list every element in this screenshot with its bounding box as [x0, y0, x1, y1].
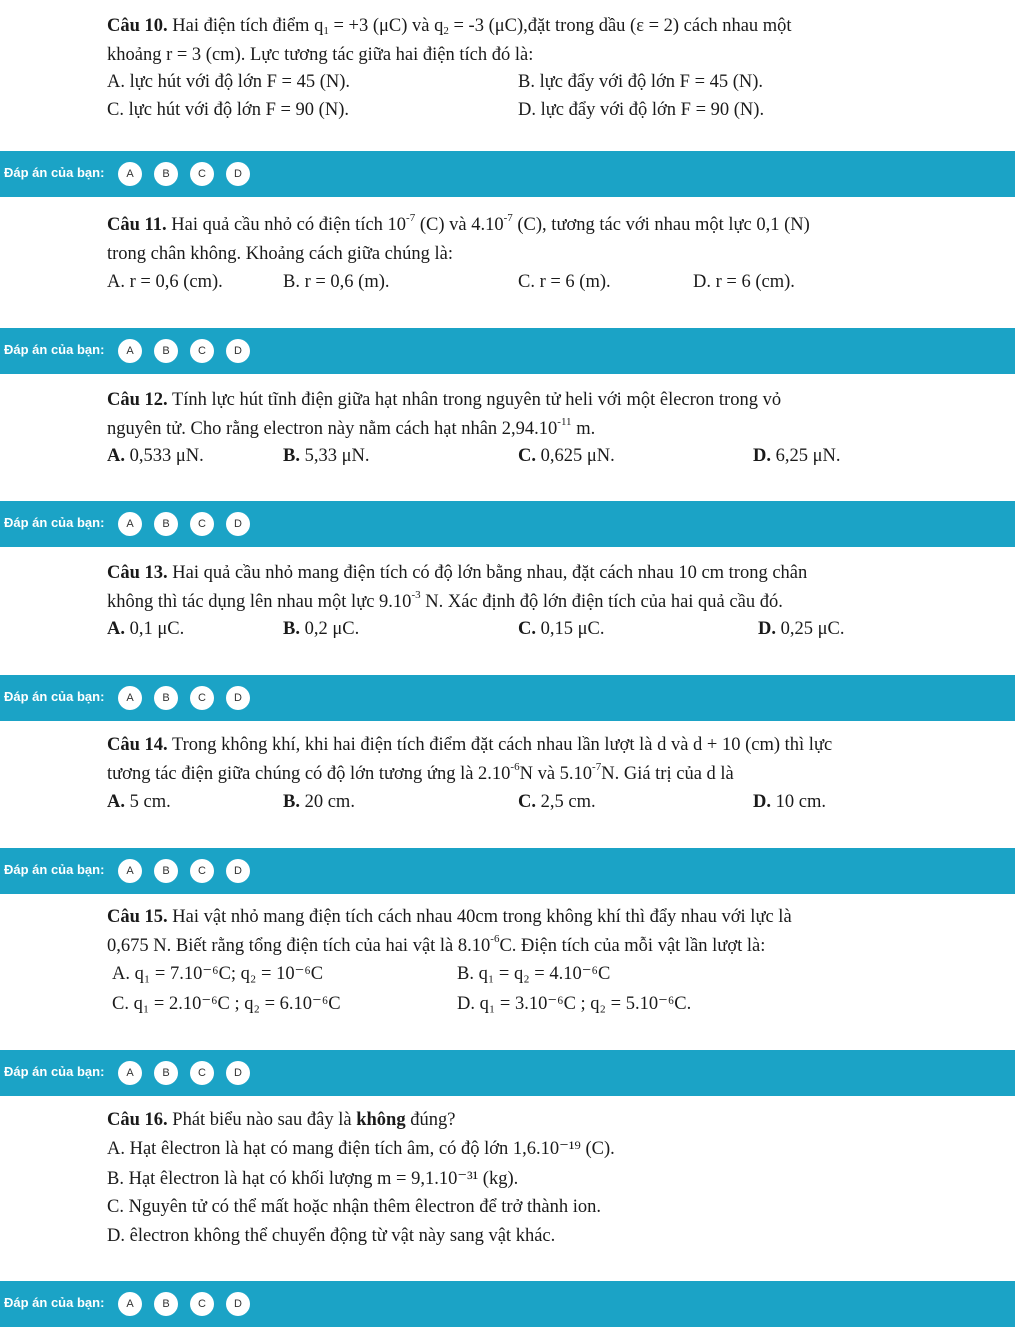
choice-b[interactable]: B [154, 1292, 178, 1316]
answer-label: Đáp án của bạn: [4, 1295, 105, 1310]
answer-bar-13 [0, 675, 1015, 721]
choice-a[interactable]: A [118, 1061, 142, 1085]
answer-label: Đáp án của bạn: [4, 862, 105, 877]
choice-d[interactable]: D [226, 1061, 250, 1085]
option-c: C. Nguyên tử có thể mất hoặc nhận thêm êlectron để trở thành ion. [107, 1197, 601, 1217]
answer-label: Đáp án của bạn: [4, 342, 105, 357]
question-14-text: Câu 14. Trong không khí, khi hai điện tích điểm đặt cách nhau lần lượt là d và d + 10 (cm) thì lực tương tác điện giữa chúng có độ lớn tương ứng là $2.10^{-6}N$ và $5.10^{-7}N$. Giá trị của d là [107, 735, 833, 784]
option-b: B. q₁ = q₂ = 4.10⁻⁶C [457, 964, 611, 984]
answer-bar-16 [0, 1281, 1015, 1327]
question-12-text: Câu 12. Tính lực hút tĩnh điện giữa hạt nhân trong nguyên tử heli với một êlecron trong vỏ nguyên tử. Cho rằng electron này nằm cách hạt nhân $2,94.10^{-11}$ m. [107, 390, 782, 439]
option-d: D. 0,25 μC. [758, 619, 845, 639]
option-a: A. 5 cm. [107, 792, 171, 812]
choice-c[interactable]: C [190, 1292, 214, 1316]
choice-c[interactable]: C [190, 162, 214, 186]
choice-a[interactable]: A [118, 686, 142, 710]
option-c: C. r = 6 (m). [518, 272, 611, 292]
choice-a[interactable]: A [118, 339, 142, 363]
choice-a[interactable]: A [118, 1292, 142, 1316]
option-a: A. Hạt êlectron là hạt có mang điện tích âm, có độ lớn 1,6.10⁻¹⁹ (C). [107, 1139, 615, 1159]
choice-c[interactable]: C [190, 1061, 214, 1085]
choice-d[interactable]: D [226, 512, 250, 536]
choice-b[interactable]: B [154, 1061, 178, 1085]
option-c: C. q₁ = 2.10⁻⁶C ; q₂ = 6.10⁻⁶C [112, 994, 341, 1014]
question-15-text: Câu 15. Hai vật nhỏ mang điện tích cách nhau 40cm trong không khí thì đẩy nhau với lực là 0,675 N. Biết rằng tổng điện tích của hai vật là $8.10^{-6}C$. Điện tích của mỗi vật lần lượt là: [107, 907, 792, 956]
option-d: D. 10 cm. [753, 792, 826, 812]
choice-d[interactable]: D [226, 339, 250, 363]
option-b: B. Hạt êlectron là hạt có khối lượng m = 9,1.10⁻³¹ (kg). [107, 1169, 519, 1189]
choice-a[interactable]: A [118, 859, 142, 883]
option-d: D. q₁ = 3.10⁻⁶C ; q₂ = 5.10⁻⁶C. [457, 994, 692, 1014]
choice-b[interactable]: B [154, 162, 178, 186]
answer-label: Đáp án của bạn: [4, 165, 105, 180]
answer-bar-14 [0, 848, 1015, 894]
option-b: B. 0,2 μC. [283, 619, 360, 639]
option-b: B. 20 cm. [283, 792, 355, 812]
option-c: C. 2,5 cm. [518, 792, 596, 812]
option-d: D. lực đẩy với độ lớn F = 90 (N). [518, 100, 765, 120]
question-10-text: Câu 10. Hai điện tích điểm $q_1 = +3$ (μC) và $q_2 = -3$ (μC),đặt trong dầu (ε = 2) cách nhau một khoảng r = 3 (cm). Lực tương tác giữa hai điện tích đó là: [107, 16, 792, 65]
choice-c[interactable]: C [190, 859, 214, 883]
option-b: B. 5,33 μN. [283, 446, 370, 466]
option-c: C. 0,625 μN. [518, 446, 615, 466]
choice-d[interactable]: D [226, 859, 250, 883]
answer-bar-12 [0, 501, 1015, 547]
choice-b[interactable]: B [154, 339, 178, 363]
option-a: A. q₁ = 7.10⁻⁶C; q₂ = 10⁻⁶C [112, 964, 324, 984]
answer-bar-10 [0, 151, 1015, 197]
option-a: A. r = 0,6 (cm). [107, 272, 223, 292]
option-a: A. lực hút với độ lớn F = 45 (N). [107, 72, 351, 92]
choice-c[interactable]: C [190, 512, 214, 536]
option-d: D. êlectron không thể chuyển động từ vật này sang vật khác. [107, 1226, 556, 1246]
choice-b[interactable]: B [154, 859, 178, 883]
option-b: B. lực đẩy với độ lớn F = 45 (N). [518, 72, 764, 92]
answer-bar-11 [0, 328, 1015, 374]
answer-label: Đáp án của bạn: [4, 515, 105, 530]
choice-a[interactable]: A [118, 512, 142, 536]
choice-d[interactable]: D [226, 162, 250, 186]
question-11-text: Câu 11. Hai quả cầu nhỏ có điện tích $10^{-7}$ (C) và $4.10^{-7}$ (C), tương tác với nhau một lực 0,1 (N) trong chân không. Khoảng cách giữa chúng là: [107, 212, 810, 264]
option-b: B. r = 0,6 (m). [283, 272, 390, 292]
answer-label: Đáp án của bạn: [4, 689, 105, 704]
choice-b[interactable]: B [154, 512, 178, 536]
question-13-text: Câu 13. Hai quả cầu nhỏ mang điện tích có độ lớn bằng nhau, đặt cách nhau 10 cm trong chân không thì tác dụng lên nhau một lực $9.10^{-3}$ N. Xác định độ lớn điện tích của hai quả cầu đó. [107, 563, 808, 612]
option-a: A. 0,533 μN. [107, 446, 204, 466]
option-c: C. 0,15 μC. [518, 619, 605, 639]
choice-c[interactable]: C [190, 339, 214, 363]
choice-d[interactable]: D [226, 686, 250, 710]
choice-d[interactable]: D [226, 1292, 250, 1316]
choice-c[interactable]: C [190, 686, 214, 710]
option-d: D. r = 6 (cm). [693, 272, 795, 292]
answer-label: Đáp án của bạn: [4, 1064, 105, 1079]
question-16-text: Câu 16. Phát biểu nào sau đây là không đúng? [107, 1110, 456, 1130]
option-c: C. lực hút với độ lớn F = 90 (N). [107, 100, 349, 120]
choice-a[interactable]: A [118, 162, 142, 186]
option-a: A. 0,1 μC. [107, 619, 185, 639]
answer-bar-15 [0, 1050, 1015, 1096]
choice-b[interactable]: B [154, 686, 178, 710]
option-d: D. 6,25 μN. [753, 446, 841, 466]
